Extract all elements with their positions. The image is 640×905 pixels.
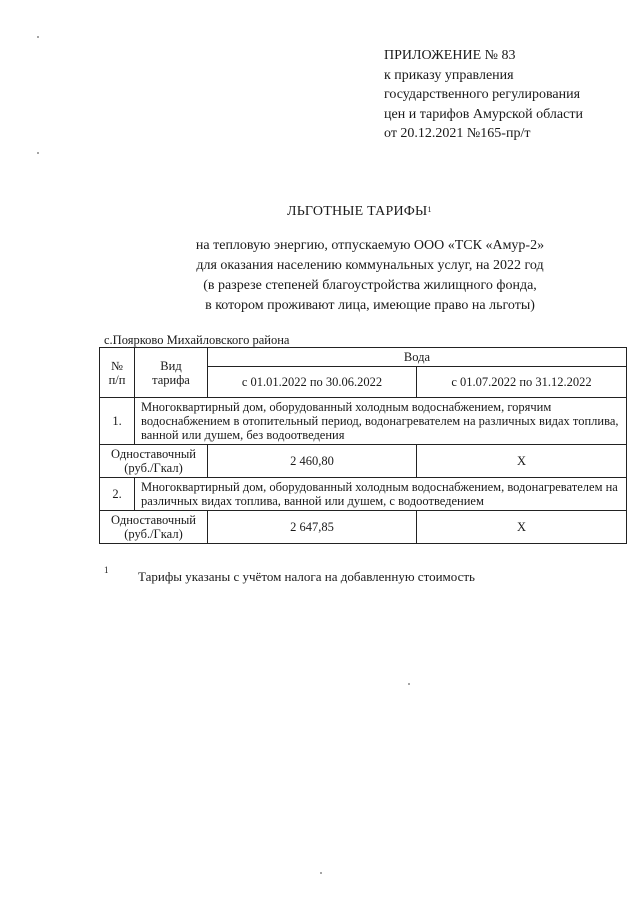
table-row	[100, 398, 627, 445]
tariff-table	[99, 347, 627, 544]
header-period2-cell: с 01.07.2022 по 31.12.2022	[417, 367, 627, 398]
document-title-text	[287, 203, 432, 221]
row-value1-cell: 2 647,85	[208, 511, 417, 544]
header-kind-line2: тарифа	[152, 372, 190, 387]
header-kind-cell	[135, 348, 208, 398]
footnote-text: Тарифы указаны с учётом налога на добавленную стоимость	[138, 569, 475, 584]
subtitle-line: на тепловую энергию, отпускаемую ООО «ТСК «Амур-2»	[195, 238, 545, 253]
row-tariff-kind-cell	[100, 511, 208, 544]
title-footnote-ref: 1	[427, 205, 432, 214]
row-num-cell: 1.	[100, 398, 135, 445]
scan-speck	[320, 872, 322, 874]
row-value2-cell: Х	[417, 445, 627, 478]
subtitle-line: для оказания населению коммунальных услуг, на 2022 год	[196, 258, 544, 273]
annex-date: от 20.12.2021 №165-пр/т	[384, 126, 531, 141]
annex-block	[384, 46, 634, 144]
tariff-kind-line2: (руб./Гкал)	[124, 527, 183, 541]
locality-label: с.Поярково Михайловского района	[104, 333, 290, 347]
annex-line: государственного регулирования	[384, 87, 581, 102]
tariff-kind-line1: Одноставочный	[111, 447, 196, 461]
header-num-line2: п/п	[108, 372, 126, 387]
tariff-kind-line2: (руб./Гкал)	[124, 461, 183, 475]
annex-line: к приказу управления	[384, 67, 514, 83]
subtitle-line: в котором проживают лица, имеющие право на льготы)	[205, 298, 535, 313]
table-row	[100, 478, 627, 511]
scan-speck	[408, 683, 410, 685]
row-num-cell: 2.	[100, 478, 135, 511]
scan-speck	[37, 152, 39, 154]
row-description-cell: Многоквартирный дом, оборудованный холодным водоснабжением, горячим водоснабжением в отопительный период, водонагревателем на различных видах топлива, ванной или душем, без водоотведения	[135, 398, 627, 445]
tariff-kind-line1: Одноставочный	[111, 513, 196, 527]
header-group-cell: Вода	[208, 348, 627, 367]
header-num-cell	[100, 348, 135, 398]
row-description-cell: Многоквартирный дом, оборудованный холодным водоснабжением, водонагревателем на различных видах топлива, ванной или душем, с водоотведением	[135, 478, 627, 511]
table-row	[100, 511, 627, 544]
row-value1-cell: 2 460,80	[208, 445, 417, 478]
scan-speck	[37, 36, 39, 38]
row-tariff-kind-cell	[100, 445, 208, 478]
row-value2-cell: Х	[417, 511, 627, 544]
annex-title: ПРИЛОЖЕНИЕ № 83	[384, 48, 516, 63]
document-subtitle	[160, 236, 580, 316]
header-kind-line1: Вид	[160, 358, 182, 373]
footnote-mark: 1	[104, 565, 109, 575]
header-period1-cell: с 01.01.2022 по 30.06.2022	[208, 367, 417, 398]
annex-line: цен и тарифов Амурской области	[384, 106, 583, 122]
table-header-row	[100, 348, 627, 367]
table-row	[100, 445, 627, 478]
title-main: ЛЬГОТНЫЕ ТАРИФЫ	[287, 204, 428, 219]
subtitle-line: (в разрезе степеней благоустройства жилищного фонда,	[203, 278, 537, 293]
header-num-line1: №	[111, 358, 123, 373]
